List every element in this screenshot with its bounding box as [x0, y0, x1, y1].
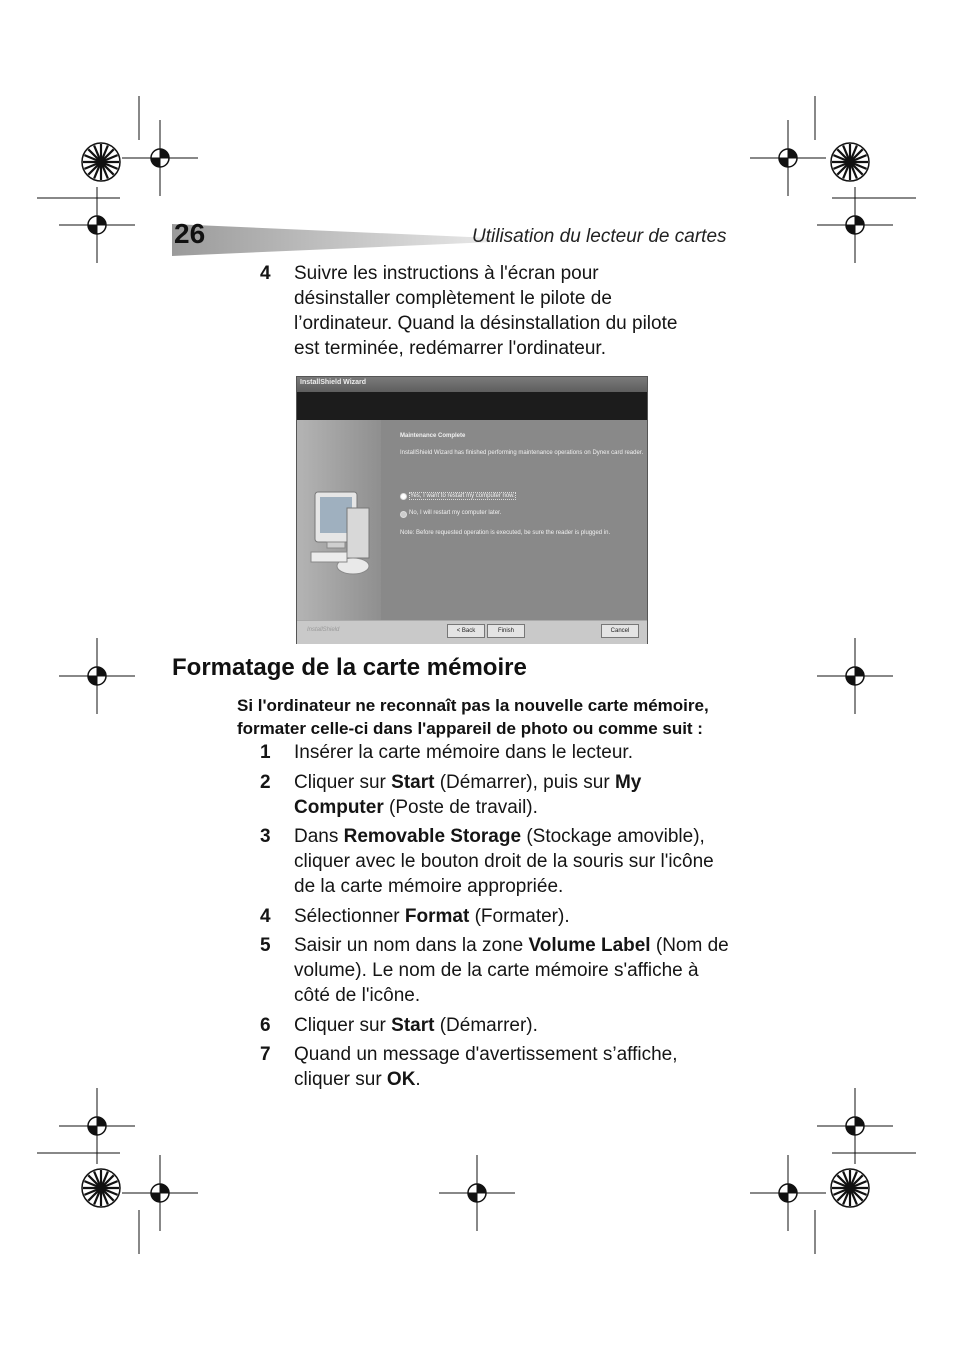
list-item	[260, 824, 740, 900]
step-text: Quand un message d'avertissement s’affiche, cliquer sur OK.	[294, 1044, 678, 1090]
page-number: 26	[174, 218, 206, 249]
header-band	[172, 224, 492, 256]
wizard-banner	[297, 392, 647, 420]
list-item	[260, 740, 740, 766]
step-number: 2	[260, 772, 271, 793]
step-number: 4	[260, 263, 271, 284]
step-text: Cliquer sur Start (Démarrer).	[294, 1015, 538, 1036]
restart-later-radio[interactable]	[400, 511, 407, 518]
step-number: 3	[260, 826, 271, 847]
window-title: InstallShield Wizard	[300, 379, 367, 386]
list-item	[260, 261, 740, 361]
computer-icon	[297, 420, 381, 620]
list-item	[260, 770, 740, 822]
step-number: 7	[260, 1044, 271, 1065]
finish-button[interactable]: Finish	[487, 624, 525, 638]
section-heading: Formatage de la carte mémoire	[172, 654, 527, 681]
step-text: Insérer la carte mémoire dans le lecteur.	[294, 742, 633, 763]
wizard-heading: Maintenance Complete	[400, 433, 466, 439]
list-item	[260, 933, 740, 1009]
restart-now-radio[interactable]	[400, 493, 407, 500]
step-text: Saisir un nom dans la zone Volume Label (Nom de volume). Le nom de la carte mémoire s'affiche à côté de l'icône.	[294, 935, 729, 1006]
cancel-button[interactable]: Cancel	[601, 624, 639, 638]
wizard-note: Note: Before requested operation is executed, be sure the reader is plugged in.	[400, 530, 611, 536]
back-button[interactable]: < Back	[447, 624, 485, 638]
list-item	[260, 1013, 740, 1039]
step-text: Suivre les instructions à l'écran pour désinstaller complètement le pilote de l’ordinateur. Quand la désinstallation du pilote est terminée, redémarrer l'ordinateur.	[294, 263, 678, 359]
step-number: 1	[260, 742, 271, 763]
wizard-message: InstallShield Wizard has finished performing maintenance operations on Dynex card reader.	[400, 450, 644, 456]
installer-screenshot	[296, 376, 648, 644]
step-number: 6	[260, 1015, 271, 1036]
wizard-side-panel	[297, 420, 381, 620]
window-titlebar	[297, 377, 647, 392]
step-number: 5	[260, 935, 271, 956]
step-text: Cliquer sur Start (Démarrer), puis sur My Computer (Poste de travail).	[294, 772, 642, 818]
restart-now-label[interactable]: Yes, I want to restart my computer now.	[410, 493, 515, 499]
step-text: Dans Removable Storage (Stockage amovible), cliquer avec le bouton droit de la souris sur l'icône de la carte mémoire appropriée.	[294, 826, 714, 897]
installshield-brand: InstallShield	[307, 627, 340, 633]
step-number: 4	[260, 906, 271, 927]
restart-later-label[interactable]: No, I will restart my computer later.	[409, 510, 502, 516]
list-item	[260, 1042, 740, 1094]
running-title: Utilisation du lecteur de cartes	[472, 226, 727, 247]
list-item	[260, 904, 740, 930]
section-intro: Si l'ordinateur ne reconnaît pas la nouvelle carte mémoire, formater celle-ci dans l'appareil de photo ou comme suit :	[237, 696, 709, 738]
step-text: Sélectionner Format (Formater).	[294, 906, 570, 927]
